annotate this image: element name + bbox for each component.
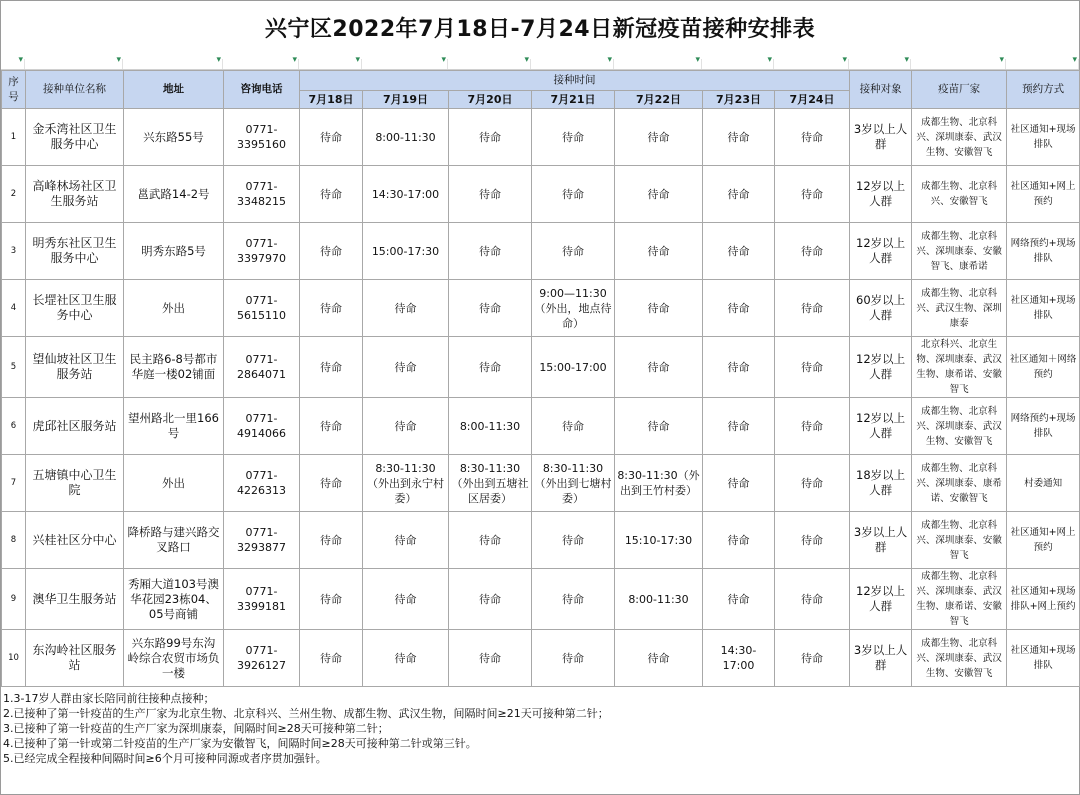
schedule-table: [1, 70, 1080, 687]
column-filter-row: [1, 59, 1079, 70]
address: 外出: [124, 455, 224, 512]
table-row: [2, 398, 1080, 455]
target-group: 18岁以上人群: [850, 455, 912, 512]
booking-method: 社区通知+现场排队+网上预约: [1007, 569, 1080, 630]
booking-method: 社区通知+现场排队: [1007, 630, 1080, 687]
unit-name: 明秀东社区卫生服务中心: [26, 223, 124, 280]
row-index: 5: [2, 337, 26, 398]
phone: 0771-3348215: [224, 166, 300, 223]
vaccine-maker: 成都生物、北京科兴、深圳康泰、武汉生物、康希诺、安徽智飞: [912, 569, 1007, 630]
page-title: 兴宁区2022年7月18日-7月24日新冠疫苗接种安排表: [264, 17, 816, 42]
time-slot: 14:30-17:00: [363, 166, 449, 223]
time-slot: 8:00-11:30: [615, 569, 703, 630]
time-slot: 待命: [775, 223, 850, 280]
time-slot: 待命: [449, 630, 532, 687]
booking-method: 社区通知+现场排队: [1007, 109, 1080, 166]
time-slot: 待命: [300, 512, 363, 569]
note-line: 1.3-17岁人群由家长陪同前往接种点接种；: [3, 692, 215, 705]
time-slot: 待命: [532, 569, 615, 630]
time-slot: 待命: [775, 280, 850, 337]
time-slot: 待命: [615, 166, 703, 223]
time-slot: 待命: [775, 455, 850, 512]
address: 兴东路55号: [124, 109, 224, 166]
table-row: [2, 280, 1080, 337]
unit-name: 望仙坡社区卫生服务站: [26, 337, 124, 398]
phone: 0771-3926127: [224, 630, 300, 687]
booking-method: 村委通知: [1007, 455, 1080, 512]
address: 外出: [124, 280, 224, 337]
table-row: [2, 223, 1080, 280]
table-row: [2, 455, 1080, 512]
time-slot: 待命: [532, 223, 615, 280]
unit-name: 五塘镇中心卫生院: [26, 455, 124, 512]
table-row: [2, 512, 1080, 569]
booking-method: 社区通知+现场排队: [1007, 280, 1080, 337]
address: 兴东路99号东沟岭综合农贸市场负一楼: [124, 630, 224, 687]
filter-dropdown-icon[interactable]: [25, 59, 123, 69]
time-slot: 待命: [775, 337, 850, 398]
target-group: 12岁以上人群: [850, 337, 912, 398]
header-unit: 接种单位名称: [26, 71, 124, 109]
vaccine-maker: 成都生物、北京科兴、武汉生物、深圳康泰: [912, 280, 1007, 337]
phone: 0771-2864071: [224, 337, 300, 398]
row-index: 10: [2, 630, 26, 687]
vaccine-maker: 成都生物、北京科兴、深圳康泰、安徽智飞、康希诺: [912, 223, 1007, 280]
time-slot: 待命: [300, 569, 363, 630]
time-slot: 待命: [703, 455, 775, 512]
time-slot: 待命: [703, 109, 775, 166]
table-body: [2, 109, 1080, 687]
filter-dropdown-icon[interactable]: [849, 59, 911, 69]
time-slot: 待命: [703, 166, 775, 223]
time-slot: 待命: [300, 280, 363, 337]
time-slot: 待命: [703, 337, 775, 398]
time-slot: 待命: [615, 630, 703, 687]
time-slot: 待命: [363, 569, 449, 630]
target-group: 12岁以上人群: [850, 569, 912, 630]
time-slot: 待命: [449, 280, 532, 337]
time-slot: 8:30-11:30（外出到七塘村委）: [532, 455, 615, 512]
row-index: 1: [2, 109, 26, 166]
time-slot: 待命: [532, 512, 615, 569]
time-slot: 待命: [775, 109, 850, 166]
booking-method: 网络预约+现场排队: [1007, 223, 1080, 280]
time-slot: 待命: [775, 398, 850, 455]
booking-method: 社区通知＋网络预约: [1007, 337, 1080, 398]
time-slot: 待命: [615, 280, 703, 337]
row-index: 9: [2, 569, 26, 630]
time-slot: 待命: [775, 630, 850, 687]
address: 邕武路14-2号: [124, 166, 224, 223]
header-phone: 咨询电话: [224, 71, 300, 109]
address: 明秀东路5号: [124, 223, 224, 280]
time-slot: 8:00-11:30: [449, 398, 532, 455]
time-slot: 待命: [615, 337, 703, 398]
time-slot: 待命: [363, 398, 449, 455]
time-slot: 待命: [532, 398, 615, 455]
note-line: 4.已接种了第一针或第二针疫苗的生产厂家为安徽智飞，间隔时间≥28天可接种第二针或第三针。: [3, 737, 477, 750]
note-line: 2.已接种了第一针疫苗的生产厂家为北京生物、北京科兴、兰州生物、成都生物、武汉生物，间隔时间≥21天可接种第二针；: [3, 707, 609, 720]
unit-name: 虎邱社区服务站: [26, 398, 124, 455]
time-slot: 8:30-11:30（外出到五塘社区居委）: [449, 455, 532, 512]
header-date: 7月21日: [532, 91, 615, 109]
header-date: 7月23日: [703, 91, 775, 109]
header-index: 序号: [2, 71, 26, 109]
time-slot: 待命: [703, 398, 775, 455]
time-slot: 15:00-17:00: [532, 337, 615, 398]
note-line: 5.已经完成全程接种间隔时间≥6个月可接种同源或者序贯加强针。: [3, 752, 327, 765]
filter-dropdown-icon[interactable]: [614, 59, 702, 69]
time-slot: 8:30-11:30（外出到王竹村委）: [615, 455, 703, 512]
time-slot: 待命: [703, 280, 775, 337]
filter-dropdown-icon[interactable]: [774, 59, 849, 69]
time-slot: 待命: [449, 166, 532, 223]
target-group: 3岁以上人群: [850, 630, 912, 687]
time-slot: 待命: [363, 512, 449, 569]
table-row: [2, 630, 1080, 687]
target-group: 3岁以上人群: [850, 512, 912, 569]
header-target: 接种对象: [850, 71, 912, 109]
row-index: 8: [2, 512, 26, 569]
target-group: 12岁以上人群: [850, 223, 912, 280]
target-group: 3岁以上人群: [850, 109, 912, 166]
unit-name: 长堽社区卫生服务中心: [26, 280, 124, 337]
time-slot: 待命: [703, 569, 775, 630]
time-slot: 待命: [775, 512, 850, 569]
note-line: 3.已接种了第一针疫苗的生产厂家为深圳康泰，间隔时间≥28天可接种第二针；: [3, 722, 389, 735]
row-index: 2: [2, 166, 26, 223]
booking-method: 网络预约+现场排队: [1007, 398, 1080, 455]
time-slot: 待命: [615, 223, 703, 280]
table-row: [2, 337, 1080, 398]
booking-method: 社区通知+网上预约: [1007, 166, 1080, 223]
vaccine-maker: 成都生物、北京科兴、深圳康泰、武汉生物、安徽智飞: [912, 630, 1007, 687]
unit-name: 高峰林场社区卫生服务站: [26, 166, 124, 223]
table-row: [2, 166, 1080, 223]
row-index: 4: [2, 280, 26, 337]
time-slot: 待命: [300, 398, 363, 455]
header-date: 7月20日: [449, 91, 532, 109]
vaccine-maker: 成都生物、北京科兴、深圳康泰、武汉生物、安徽智飞: [912, 109, 1007, 166]
header-date: 7月24日: [775, 91, 850, 109]
booking-method: 社区通知+网上预约: [1007, 512, 1080, 569]
unit-name: 东沟岭社区服务站: [26, 630, 124, 687]
header-address: 地址: [124, 71, 224, 109]
vaccine-maker: 成都生物、北京科兴、深圳康泰、安徽智飞: [912, 512, 1007, 569]
header-time-group: 接种时间: [300, 71, 850, 91]
phone: 0771-3293877: [224, 512, 300, 569]
target-group: 12岁以上人群: [850, 166, 912, 223]
time-slot: 15:10-17:30: [615, 512, 703, 569]
header-booking: 预约方式: [1007, 71, 1080, 109]
time-slot: 待命: [449, 569, 532, 630]
time-slot: 待命: [449, 223, 532, 280]
header-maker: 疫苗厂家: [912, 71, 1007, 109]
time-slot: 待命: [449, 337, 532, 398]
time-slot: 待命: [775, 166, 850, 223]
time-slot: 8:30-11:30（外出到永宁村委）: [363, 455, 449, 512]
filter-dropdown-icon[interactable]: [911, 59, 1006, 69]
time-slot: 待命: [449, 109, 532, 166]
filter-dropdown-icon[interactable]: [702, 59, 774, 69]
time-slot: 14:30-17:00: [703, 630, 775, 687]
time-slot: 15:00-17:30: [363, 223, 449, 280]
header-date: 7月19日: [363, 91, 449, 109]
time-slot: 待命: [615, 398, 703, 455]
time-slot: 待命: [300, 337, 363, 398]
filter-dropdown-icon[interactable]: [448, 59, 531, 69]
time-slot: 待命: [703, 223, 775, 280]
table-row: [2, 109, 1080, 166]
unit-name: 澳华卫生服务站: [26, 569, 124, 630]
address: 秀厢大道103号澳华花园23栋04、05号商铺: [124, 569, 224, 630]
time-slot: 待命: [532, 166, 615, 223]
vaccine-maker: 成都生物、北京科兴、安徽智飞: [912, 166, 1007, 223]
time-slot: 9:00—11:30（外出，地点待命）: [532, 280, 615, 337]
time-slot: 待命: [300, 166, 363, 223]
vaccine-maker: 成都生物、北京科兴、深圳康泰、武汉生物、安徽智飞: [912, 398, 1007, 455]
vaccine-maker: 北京科兴、北京生物、深圳康泰、武汉生物、康希诺、安徽智飞: [912, 337, 1007, 398]
time-slot: 待命: [300, 223, 363, 280]
address: 降桥路与建兴路交叉路口: [124, 512, 224, 569]
phone: 0771-3395160: [224, 109, 300, 166]
filter-dropdown-icon[interactable]: [1006, 59, 1079, 69]
header-date: 7月22日: [615, 91, 703, 109]
time-slot: 待命: [300, 630, 363, 687]
filter-dropdown-icon[interactable]: [1, 59, 25, 69]
filter-dropdown-icon[interactable]: [123, 59, 223, 69]
row-index: 6: [2, 398, 26, 455]
vaccine-maker: 成都生物、北京科兴、深圳康泰、康希诺、安徽智飞: [912, 455, 1007, 512]
filter-dropdown-icon[interactable]: [362, 59, 448, 69]
header-date: 7月18日: [300, 91, 363, 109]
filter-dropdown-icon[interactable]: [223, 59, 299, 69]
unit-name: 兴桂社区分中心: [26, 512, 124, 569]
phone: 0771-3399181: [224, 569, 300, 630]
phone: 0771-5615110: [224, 280, 300, 337]
time-slot: 待命: [363, 630, 449, 687]
time-slot: 待命: [775, 569, 850, 630]
target-group: 12岁以上人群: [850, 398, 912, 455]
time-slot: 待命: [532, 109, 615, 166]
table-header: [2, 71, 1080, 109]
time-slot: 待命: [300, 455, 363, 512]
unit-name: 金禾湾社区卫生服务中心: [26, 109, 124, 166]
notes-section: [1, 687, 1079, 766]
table-row: [2, 569, 1080, 630]
time-slot: 待命: [300, 109, 363, 166]
filter-dropdown-icon[interactable]: [299, 59, 362, 69]
time-slot: 待命: [363, 280, 449, 337]
time-slot: 待命: [449, 512, 532, 569]
time-slot: 待命: [363, 337, 449, 398]
row-index: 3: [2, 223, 26, 280]
address: 民主路6-8号都市华庭一楼02铺面: [124, 337, 224, 398]
phone: 0771-4226313: [224, 455, 300, 512]
phone: 0771-3397970: [224, 223, 300, 280]
phone: 0771-4914066: [224, 398, 300, 455]
time-slot: 待命: [703, 512, 775, 569]
time-slot: 8:00-11:30: [363, 109, 449, 166]
time-slot: 待命: [532, 630, 615, 687]
target-group: 60岁以上人群: [850, 280, 912, 337]
filter-dropdown-icon[interactable]: [531, 59, 614, 69]
time-slot: 待命: [615, 109, 703, 166]
row-index: 7: [2, 455, 26, 512]
address: 望州路北一里166号: [124, 398, 224, 455]
